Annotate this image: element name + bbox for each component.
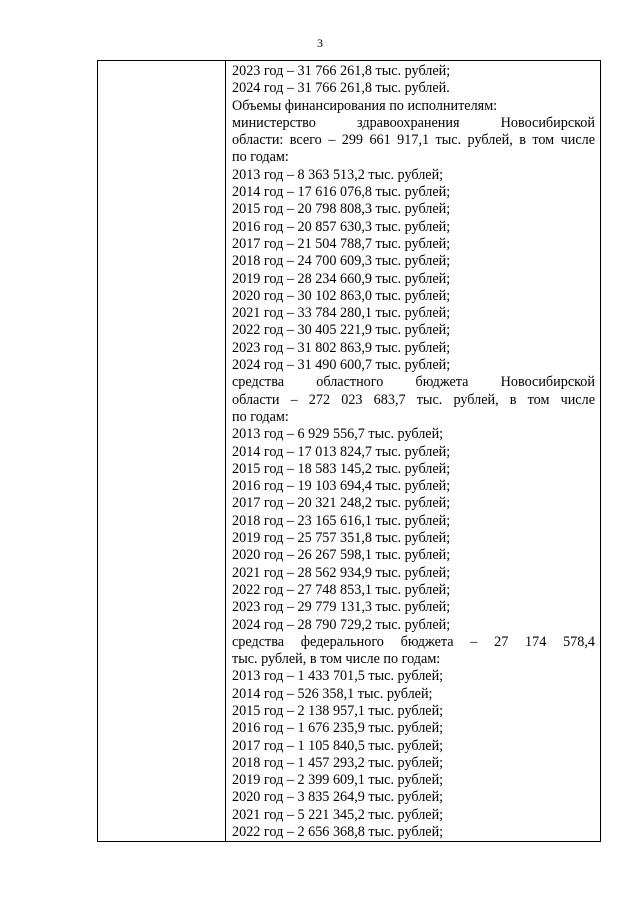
funding-table [97, 60, 601, 842]
text-line: 2016 год – 19 103 694,4 тыс. рублей; [232, 478, 451, 495]
text-line: 2023 год – 31 766 261,8 тыс. рублей; [232, 63, 451, 79]
text-line: 2016 год – 1 676 235,9 тыс. рублей; [232, 720, 444, 737]
text-line: 2022 год – 2 656 368,8 тыс. рублей; [232, 824, 444, 841]
text-line: 2022 год – 30 405 221,9 тыс. рублей; [232, 322, 451, 339]
text-line: 2024 год – 31 766 261,8 тыс. рублей. [232, 80, 450, 97]
text-line: средства федерального бюджета – 27 174 578,4 [232, 633, 595, 650]
text-line: 2014 год – 17 616 076,8 тыс. рублей; [232, 184, 451, 201]
text-line: 2021 год – 33 784 280,1 тыс. рублей; [232, 305, 451, 322]
text-line: 2023 год – 29 779 131,3 тыс. рублей; [232, 599, 451, 616]
text-line: 2019 год – 2 399 609,1 тыс. рублей; [232, 772, 444, 789]
text-line: 2015 год – 20 798 808,3 тыс. рублей; [232, 201, 451, 218]
text-line: 2018 год – 1 457 293,2 тыс. рублей; [232, 754, 444, 771]
column-divider [225, 61, 226, 841]
text-line: 2023 год – 31 802 863,9 тыс. рублей; [232, 339, 451, 356]
page-number: 3 [317, 36, 323, 50]
text-line: по годам: [232, 408, 289, 425]
text-line: 2021 год – 5 221 345,2 тыс. рублей; [232, 806, 444, 823]
text-line: 2015 год – 2 138 957,1 тыс. рублей; [232, 702, 444, 719]
text-line: 2024 год – 28 790 729,2 тыс. рублей; [232, 616, 451, 633]
text-line: 2017 год – 1 105 840,5 тыс. рублей; [232, 737, 444, 754]
text-line: 2018 год – 23 165 616,1 тыс. рублей; [232, 512, 451, 529]
text-line: 2014 год – 17 013 824,7 тыс. рублей; [232, 443, 451, 460]
text-line: 2020 год – 30 102 863,0 тыс. рублей; [232, 287, 451, 304]
text-line: 2016 год – 20 857 630,3 тыс. рублей; [232, 218, 451, 235]
text-line: 2021 год – 28 562 934,9 тыс. рублей; [232, 564, 451, 581]
text-line: 2020 год – 26 267 598,1 тыс. рублей; [232, 547, 451, 564]
text-line: средства областного бюджета Новосибирской [232, 374, 595, 391]
text-line: 2013 год – 8 363 513,2 тыс. рублей; [232, 166, 444, 183]
text-line: 2024 год – 31 490 600,7 тыс. рублей; [232, 357, 451, 374]
text-line: 2013 год – 6 929 556,7 тыс. рублей; [232, 426, 444, 443]
text-line: области – 272 023 683,7 тыс. рублей, в том числе [232, 391, 595, 408]
text-line: 2018 год – 24 700 609,3 тыс. рублей; [232, 253, 451, 270]
text-line: 2017 год – 20 321 248,2 тыс. рублей; [232, 495, 451, 512]
text-line: по годам: [232, 149, 289, 166]
text-line: тыс. рублей, в том числе по годам: [232, 651, 441, 668]
text-line: министерство здравоохранения Новосибирской [232, 114, 595, 131]
text-line: 2019 год – 25 757 351,8 тыс. рублей; [232, 530, 451, 547]
text-line: 2020 год – 3 835 264,9 тыс. рублей; [232, 789, 444, 806]
text-line: 2019 год – 28 234 660,9 тыс. рублей; [232, 270, 451, 287]
text-line: 2014 год – 526 358,1 тыс. рублей; [232, 685, 433, 702]
funding-text-cell [232, 63, 595, 841]
text-line: 2017 год – 21 504 788,7 тыс. рублей; [232, 235, 451, 252]
text-line: Объемы финансирования по исполнителям: [232, 97, 498, 114]
text-line: 2015 год – 18 583 145,2 тыс. рублей; [232, 460, 451, 477]
text-line: 2013 год – 1 433 701,5 тыс. рублей; [232, 668, 444, 685]
text-line: 2022 год – 27 748 853,1 тыс. рублей; [232, 581, 451, 598]
text-line: области: всего – 299 661 917,1 тыс. рублей, в том числе [232, 132, 595, 149]
